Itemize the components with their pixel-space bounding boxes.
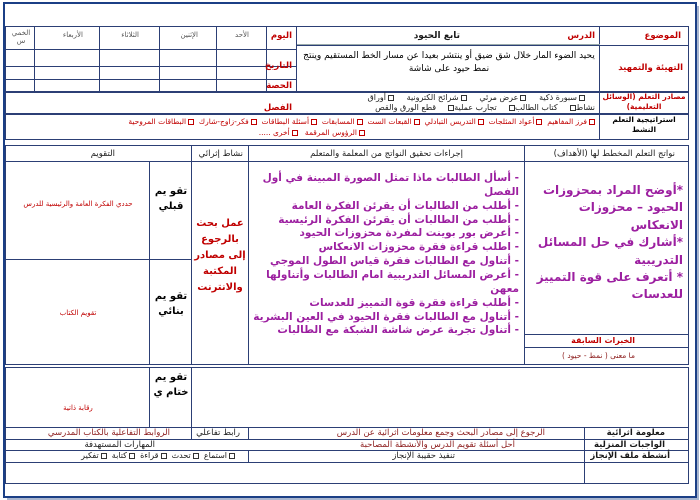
- strategy-item: فكر-زاوج-شارك: [198, 117, 249, 126]
- col-outcomes: نواتج التعلم المخطط لها (الأهداف): [553, 149, 675, 159]
- homework-label: الواجبات المنزلية: [593, 440, 665, 450]
- col-enrichment: نشاط إثرائي: [198, 149, 243, 159]
- strategy-item: المسابقات: [321, 117, 355, 126]
- prior-label: الخبرات السابقة: [571, 336, 635, 345]
- strategy-item: أسئلة البطاقات: [261, 117, 310, 126]
- strategy-checkbox[interactable]: [359, 130, 365, 136]
- procedure-item: - أتناول مع الطالبات فقرة قياس الطول الموجي: [269, 255, 519, 268]
- procedure-item: - أعرض بور بوينت لمفردة محزوزات الحيود: [299, 227, 519, 240]
- strategy-checkbox[interactable]: [536, 119, 542, 125]
- strategy-item: الرؤوس المرقمة: [304, 128, 357, 137]
- portfolio-label: أنشطة ملف الإنجاز: [590, 451, 670, 461]
- resource-item: قطع الورق والقص: [375, 103, 437, 112]
- portfolio-text: تنفيذ حقيبة الإنجاز: [392, 451, 455, 461]
- day-thursday: الخمي س: [11, 29, 31, 45]
- outcome-item: *أشارك في حل المسائل التدريبية: [537, 235, 683, 267]
- strategy-checkbox[interactable]: [478, 119, 484, 125]
- strategy-item: أخرى .....: [258, 128, 290, 137]
- procedure-item: - أطلب قراءة فقرة قوة التمييز للعدسات: [309, 296, 519, 309]
- procedure-item: - أتناول تجربة عرض شاشة الشبكة مع الطالبات: [277, 324, 519, 337]
- resource-item: شرائح الكترونية: [406, 93, 459, 102]
- skill-item: قراءة: [140, 451, 159, 460]
- outcome-item: * أتعرف على قوة التمييز للعدسات: [536, 269, 683, 302]
- strategy-checkbox[interactable]: [414, 119, 420, 125]
- resource-item: نشاط: [575, 103, 595, 112]
- day-sunday: الأحد: [235, 31, 249, 39]
- skill-checkbox[interactable]: [161, 453, 167, 459]
- outcomes-list: [529, 182, 683, 304]
- col-evaluation: التقويم: [90, 149, 115, 159]
- date-label: التاريخ: [265, 61, 292, 71]
- skill-item: تحدث: [171, 451, 191, 460]
- strategy-checkbox[interactable]: [188, 119, 194, 125]
- resource-checkbox[interactable]: [520, 95, 526, 101]
- eval-formative-text: تقويم الكتاب: [59, 309, 97, 317]
- day-label: اليوم: [270, 31, 292, 41]
- outcome-item: *أوضح المراد بمحزوزات الحيود – محزوزات الانعكاس: [542, 183, 683, 232]
- resource-checkbox[interactable]: [388, 95, 394, 101]
- strategy-item: القبعات الست: [367, 117, 412, 126]
- eval-pre-text: حددي الفكرة العامة والرئيسية للدرس: [23, 200, 133, 208]
- resource-checkbox[interactable]: [579, 95, 585, 101]
- col-procedures: إجراءات تحقيق النواتج من المعلمة والمتعلم: [310, 149, 463, 159]
- lesson-title: تابع الحيود: [413, 31, 460, 41]
- skill-item: تفكير: [81, 451, 99, 460]
- resource-item: عرض مرئي: [479, 93, 519, 102]
- strategy-checkbox[interactable]: [251, 119, 257, 125]
- skill-checkbox[interactable]: [129, 453, 135, 459]
- resource-item: كتاب الطالب: [514, 103, 558, 112]
- resource-item: سبورة ذكية: [539, 93, 577, 102]
- resource-item: أوراق: [367, 93, 386, 102]
- procedures-list: [253, 172, 519, 338]
- topic-label: الموضوع: [644, 31, 681, 41]
- eval-summative-text: رقابة ذاتية: [63, 404, 93, 412]
- intro-text: يحيد الضوء المار خلال شق ضيق أو ينتشر بعيدا عن مسار الخط المستقيم وينتج نمط حيود على شاشة: [303, 51, 595, 74]
- lesson-label: الدرس: [567, 31, 595, 41]
- skill-checkbox[interactable]: [101, 453, 107, 459]
- strategy-item: التدريس التبادلي: [424, 117, 476, 126]
- resources-label: مصادر التعلم (الوسائل التعليمية): [602, 92, 686, 111]
- procedure-item: - اطلب قراءة فقرة محزوزات الانعكاس: [318, 241, 519, 254]
- skill-item: كتابة: [111, 451, 127, 460]
- day-monday: الإثنين: [180, 31, 198, 39]
- lesson-plan-frame: [3, 2, 697, 498]
- skill-checkbox[interactable]: [193, 453, 199, 459]
- skills-label: المهارات المستهدفة: [84, 440, 155, 450]
- strategy-item: فرز المفاهيم: [547, 117, 587, 126]
- lower-box: [5, 367, 689, 484]
- procedure-item: - أتناول مع الطالبات فقرة الحيود في العين البشرية: [253, 310, 519, 323]
- eval-pre-label: تقو يم قبلي: [154, 186, 188, 212]
- eval-summative-label: تقو يم ختام ي: [153, 372, 189, 398]
- enrichment-text: عمل بحث بالرجوع إلى مصادر المكتبة والانترنت: [194, 218, 246, 293]
- eval-formative-label: تقو يم بنائي: [154, 291, 188, 317]
- day-tuesday: الثلاثاء: [121, 31, 139, 39]
- link-text[interactable]: الروابط التفاعلية بالكتاب المدرسي: [47, 428, 170, 438]
- reading-label: معلومة اثرائية: [606, 428, 665, 438]
- procedure-item: - أطلب من الطالبات أن يقرئن الفكرة العامة: [291, 199, 519, 212]
- strategy-item: البطاقات المروحية: [128, 117, 187, 126]
- procedure-item: - أطلب من الطالبات أن يقرئن الفكرة الرئيسية: [278, 213, 519, 226]
- strategies-row2: [259, 128, 365, 137]
- resource-checkbox[interactable]: [461, 95, 467, 101]
- reading-text: الرجوع إلى مصادر البحث وجمع معلومات اثرائية عن الدرس: [336, 428, 545, 438]
- strategy-checkbox[interactable]: [311, 119, 317, 125]
- link-label: رابط تفاعلي: [196, 428, 240, 438]
- strategies-row1: [128, 117, 595, 126]
- intro-label: التهيئة والتمهيد: [618, 63, 683, 73]
- class-label: الفصل: [263, 103, 292, 113]
- resource-item: تجارب عملية: [454, 103, 497, 112]
- strategy-item: أعواد المثلجات: [488, 117, 535, 126]
- resources-row1: [368, 93, 585, 103]
- strategy-checkbox[interactable]: [292, 130, 298, 136]
- skills-row: [81, 451, 235, 461]
- prior-text: ما معنى ( نمط - حيود ): [562, 351, 635, 360]
- day-wednesday: الأربعاء: [62, 31, 83, 39]
- period-label: الحصة: [266, 81, 292, 91]
- strategies-label: استراتيجية التعلم النشط: [612, 115, 676, 135]
- procedure-item: - أسأل الطالبات ماذا تمثل الصورة المبينة في أول الفصل: [262, 172, 519, 198]
- resources-row2: [375, 103, 595, 113]
- skill-item: استماع: [203, 451, 227, 460]
- skill-checkbox[interactable]: [229, 453, 235, 459]
- strategy-checkbox[interactable]: [357, 119, 363, 125]
- strategy-checkbox[interactable]: [589, 119, 595, 125]
- homework-text: أحل أسئلة تقويم الدرس والأنشطة المصاحبة: [360, 440, 515, 450]
- procedure-item: - أعرض المسائل التدريبية امام الطالبات وأتناولها معهن: [266, 269, 519, 295]
